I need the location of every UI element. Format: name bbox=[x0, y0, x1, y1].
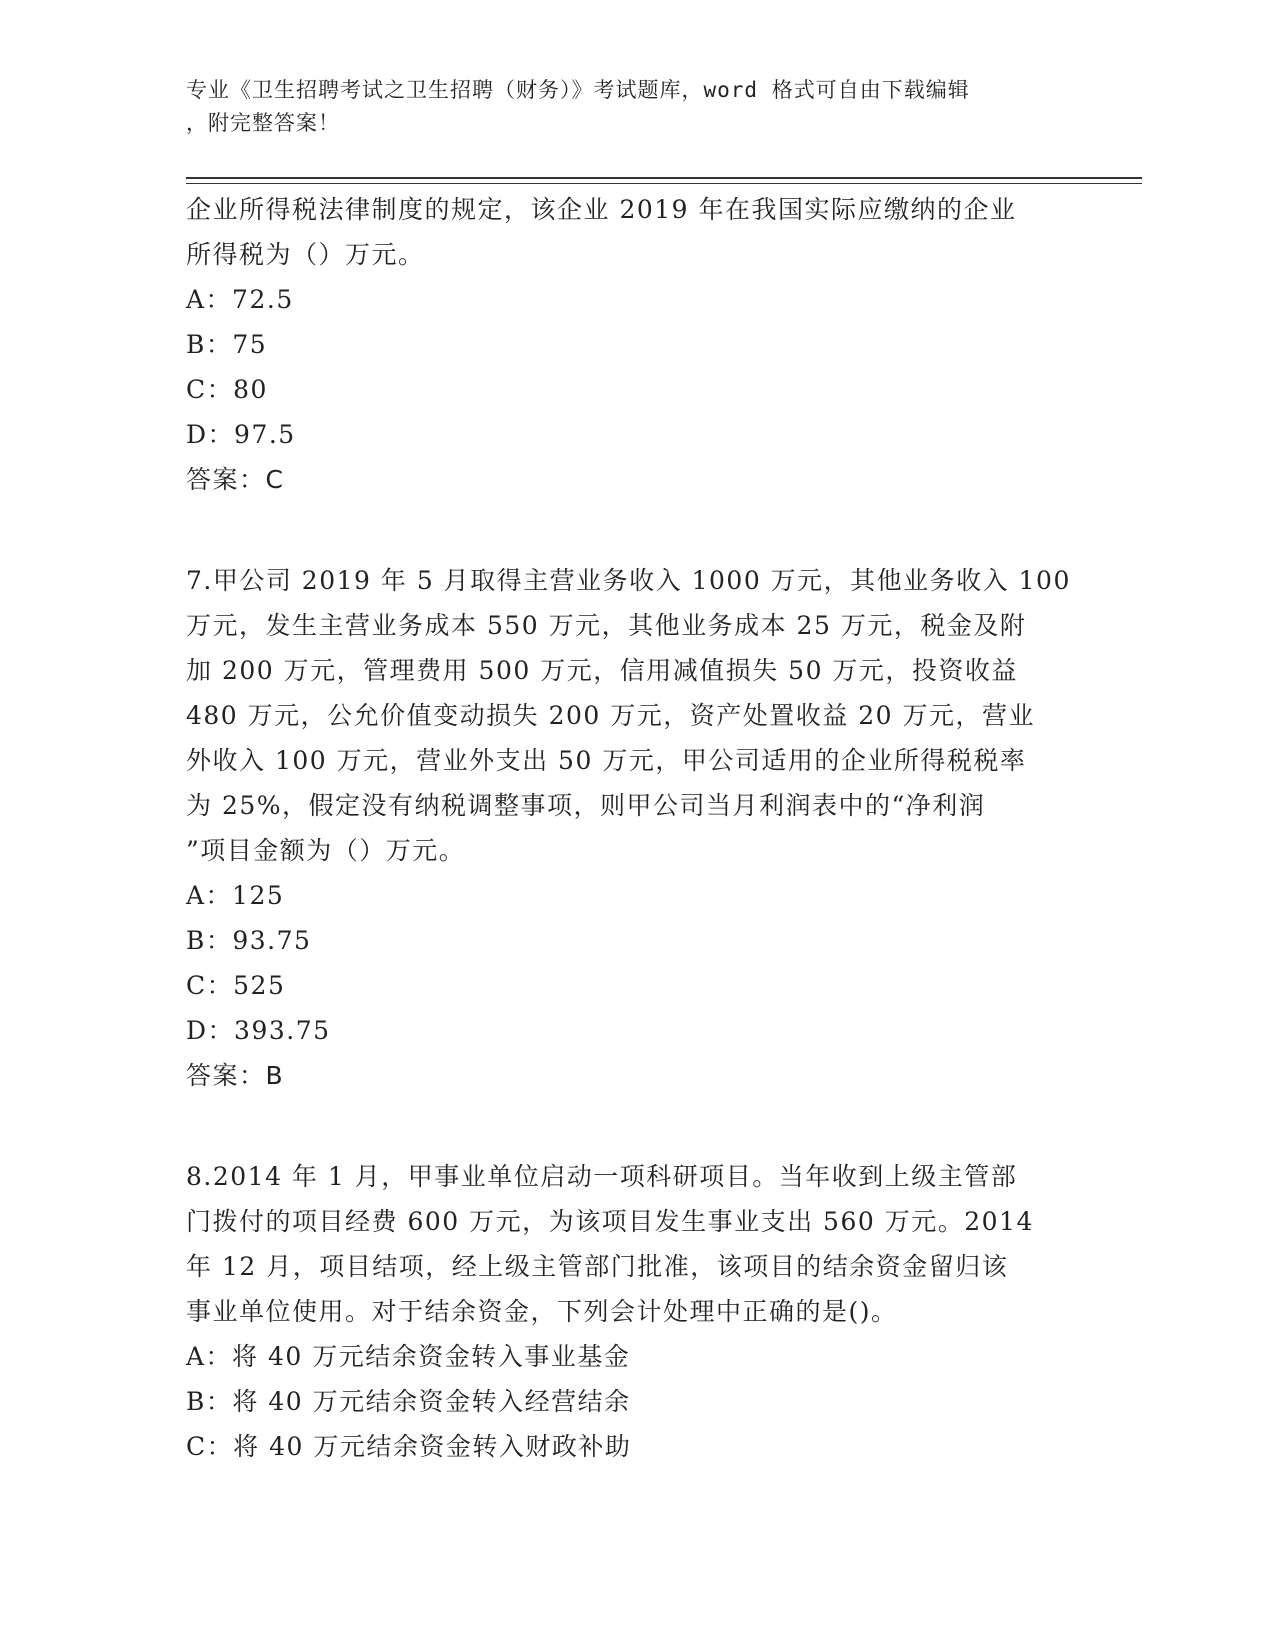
header-divider-thin bbox=[186, 183, 1142, 184]
option-a: A：125 bbox=[186, 881, 285, 910]
question-7 bbox=[186, 558, 1086, 1098]
answer-label: 答案：C bbox=[186, 465, 285, 494]
question-spacer bbox=[186, 502, 1086, 558]
option-a: A：将 40 万元结余资金转入事业基金 bbox=[186, 1342, 631, 1371]
option-a: A：72.5 bbox=[186, 285, 294, 314]
question-stem-line: 年 12 月，项目结项，经上级主管部门批准，该项目的结余资金留归该 bbox=[186, 1252, 1009, 1281]
question-stem-line: 加 200 万元，管理费用 500 万元，信用减值损失 50 万元，投资收益 bbox=[186, 656, 1018, 685]
answer-label: 答案：B bbox=[186, 1061, 285, 1090]
question-6 bbox=[186, 187, 1086, 502]
header-divider-thick bbox=[186, 177, 1142, 179]
header-title-line-1: 专业《卫生招聘考试之卫生招聘（财务）》考试题库，word 格式可自由下载编辑 bbox=[186, 78, 970, 102]
option-c: C：将 40 万元结余资金转入财政补助 bbox=[186, 1432, 632, 1461]
question-stem-line: 7.甲公司 2019 年 5 月取得主营业务收入 1000 万元，其他业务收入 100 bbox=[186, 566, 1071, 595]
question-spacer bbox=[186, 1098, 1086, 1154]
header-title-line-2: ，附完整答案！ bbox=[186, 111, 340, 135]
question-stem-line: 所得税为（）万元。 bbox=[186, 240, 425, 269]
option-c: C：80 bbox=[186, 375, 268, 404]
question-stem-line: 万元，发生主营业务成本 550 万元，其他业务成本 25 万元，税金及附 bbox=[186, 611, 1027, 640]
question-stem-line: 为 25%，假定没有纳税调整事项，则甲公司当月利润表中的“净利润 bbox=[186, 791, 986, 820]
option-b: B：75 bbox=[186, 330, 268, 359]
page-header bbox=[186, 74, 1066, 140]
question-stem-line: 480 万元，公允价值变动损失 200 万元，资产处置收益 20 万元，营业 bbox=[186, 701, 1035, 730]
option-d: D：97.5 bbox=[186, 420, 296, 449]
question-stem-line: 企业所得税法律制度的规定，该企业 2019 年在我国实际应缴纳的企业 bbox=[186, 195, 1017, 224]
option-b: B：93.75 bbox=[186, 926, 312, 955]
question-stem-line: ”项目金额为（）万元。 bbox=[186, 836, 466, 865]
option-c: C：525 bbox=[186, 971, 286, 1000]
question-stem-line: 门拨付的项目经费 600 万元，为该项目发生事业支出 560 万元。2014 bbox=[186, 1207, 1034, 1236]
question-8 bbox=[186, 1154, 1086, 1469]
question-stem-line: 外收入 100 万元，营业外支出 50 万元，甲公司适用的企业所得税税率 bbox=[186, 746, 1027, 775]
question-stem-line: 事业单位使用。对于结余资金，下列会计处理中正确的是()。 bbox=[186, 1297, 898, 1326]
option-d: D：393.75 bbox=[186, 1016, 331, 1045]
question-content bbox=[186, 187, 1086, 1469]
question-stem-line: 8.2014 年 1 月，甲事业单位启动一项科研项目。当年收到上级主管部 bbox=[186, 1162, 1018, 1191]
option-b: B：将 40 万元结余资金转入经营结余 bbox=[186, 1387, 631, 1416]
